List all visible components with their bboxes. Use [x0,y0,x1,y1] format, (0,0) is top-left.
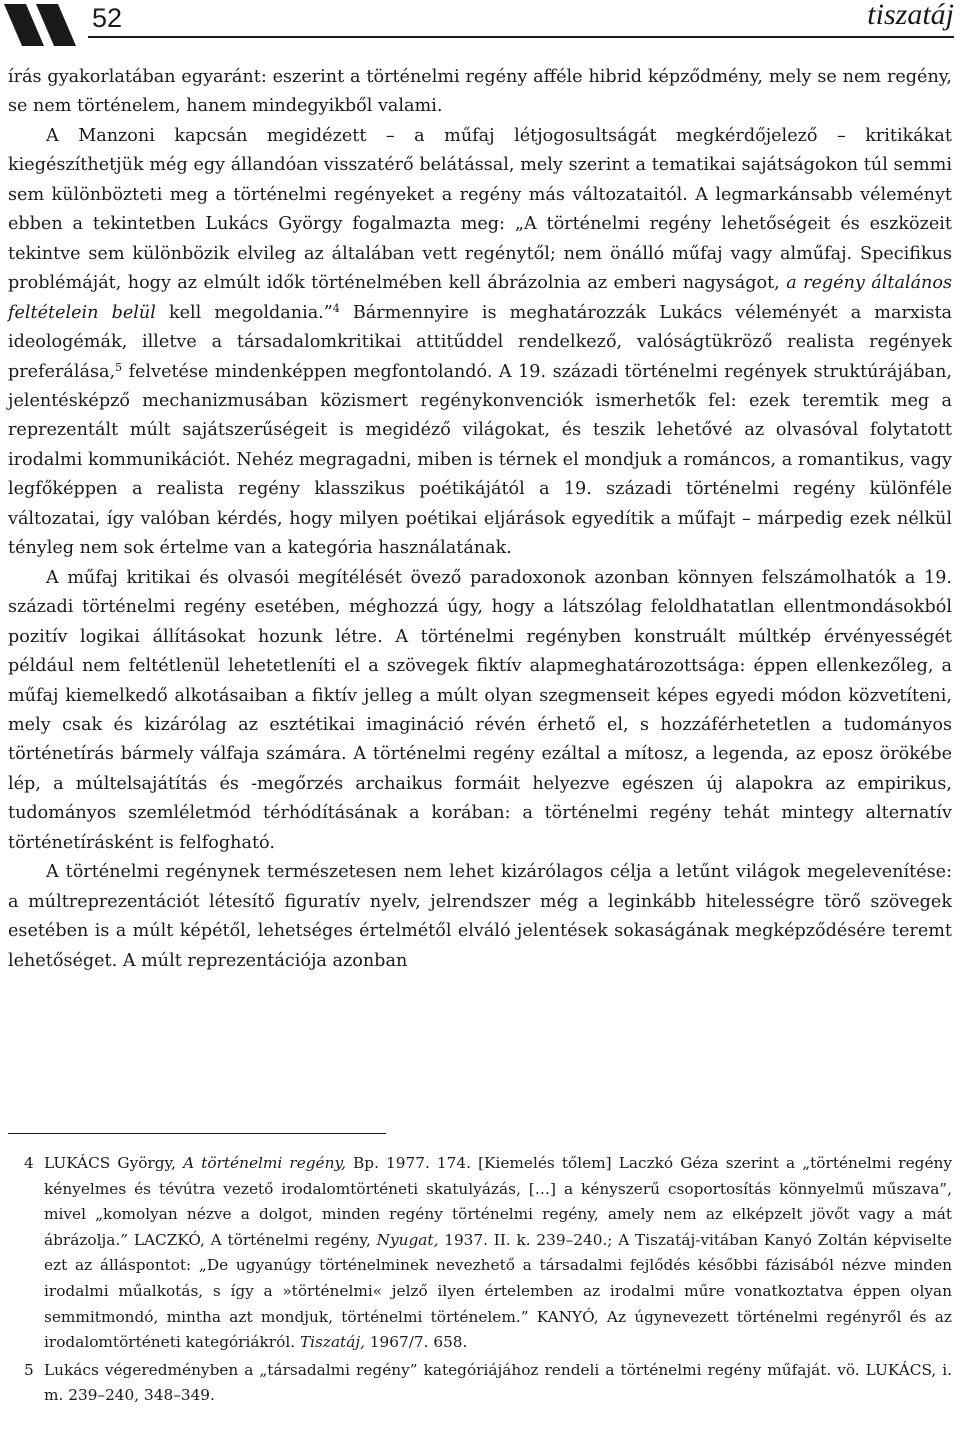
running-title: tiszatáj [867,0,954,31]
footnote-ref-5[interactable]: 5 [115,360,123,374]
footnote-5-text: Lukács végeredményben a „társadalmi regény” kategóriájához rendeli a történelmi regény műfaját. vö. LUKÁCS, i. m. 239–240, 348–349. [44,1360,952,1405]
page-number: 52 [92,3,123,33]
paragraph-2-part-d: felvetése mindenképpen megfontolandó. A 19. századi történelmi regények struktúrájában, jelentésképző mechanizmusában közismert regénykonvenciók ismerhetők fel: ezek teremtik meg a reprezentált múlt sajátszerűségeit is megidéző világokat, és teszik lehetővé az olvasóval folytatott irodalmi kommunikációt. Nehéz megragadni, miben is térnek el mondjuk a románcos, a romantikus, vagy legfőképpen a realista regény klasszikus poétikájától a 19. századi történelmi regény különféle változatai, így valóban kérdés, hogy milyen poétikai eljárások egyedítik a műfajt – márpedig ezek nélkül tényleg nem sok értelme van a kategória használatának. [8,361,952,559]
footnote-4-part-b: Bp. 1977. 174. [Kiemelés tőlem] Laczkó Géza szerint a „történelmi regény kényelmes és tévútra vezető irodalomtörténeti skatulyázás, […] a kényszerű csoportosítás könnyelmű műszava”, mivel „komolyan nézve a dolgot, minden regény történelmi regény, amely nem az elképzelt jövőt vagy a mát ábrázolja.” LACZKÓ, A történelmi regény, [44,1154,953,1249]
footnote-4-part-c: 1937. II. k. 239–240.; A Tiszatáj-vitában Kanyó Zoltán képviselte ezt az álláspontot: „De ugyanúgy történelminek nevezhető a társadalmi fejlődés későbbi fázisából nézve minden irodalmi műalkotás, s így a »történelmi« jelző ilyen értelemben az irodalmi műre vonatkoztatva éppen olyan semmitmondó, mintha azt mondjuk, történelmi történelem.” KANYÓ, Az úgynevezett történelmi regényről és az irodalomtörténeti kategóriákról. [44,1230,952,1352]
header-rule [88,36,954,38]
paragraph-2-part-b: kell megoldania.” [155,302,333,323]
paragraph-2-emphasis: a regény általános feltételein belül [8,273,953,323]
body-text [8,63,952,976]
paragraph-2-part-c: Bármennyire is meghatározzák Lukács véleményét a marxista ideologémák, illetve a társadalomkritikai attitűddel rendelkező, valóságtükröző realista regények preferálása, [8,302,953,382]
paragraph-3: A műfaj kritikai és olvasói megítélését övező paradoxonok azonban könnyen felszámolhatók a 19. századi történelmi regény esetében, méghozzá úgy, hogy a látszólag feloldhatatlan ellentmondásokból pozitív logikai állításokat hozunk létre. A történelmi regényben konstruált múltkép érvényességét például nem feltétlenül lehetetleníti el a szövegek fiktív alapmeghatározottsága: éppen ellenkezőleg, a műfaj kiemelkedő alkotásaiban a fiktív jelleg a múlt olyan szegmenseit képes egyedi módon közvetíteni, mely csak és kizárólag az esztétikai imagináció révén érhető el, s hozzáférhetetlen a tudományos történetírás bármely válfaja számára. A történelmi regény ezáltal a mítosz, a legenda, az eposz örökébe lép, a múltelsajátítás és -megőrzés archaikus formáit helyezve egészen új alapokra az empirikus, tudományos szemléletmód térhódításának a korában: a történelmi regény tehát mintegy alternatív történetírásként is felfogható. [8,567,952,853]
footnote-ref-4[interactable]: 4 [332,301,340,315]
page-header [0,0,960,52]
footnote-4-part-a: LUKÁCS György, [44,1154,184,1172]
footnote-4 [8,1151,952,1356]
paragraph-2 [8,122,952,564]
paragraph-4: A történelmi regénynek természetesen nem lehet kizárólagos célja a letűnt világok megelevenítése: a múltreprezentációt létesítő figuratív nyelv, jelrendszer még a leginkább hitelességre törő szövegek esetében is a múlt képétől, lehetséges értelmétől elváló jelentések sokaságának megképződésére teremt lehetőséget. A múlt reprezentációja azonban [8,862,952,971]
footnote-4-title-3: Tiszatáj, [299,1333,365,1352]
footnote-5 [8,1358,952,1409]
footnote-4-title-2: Nyugat, [376,1230,439,1249]
paragraph-1: írás gyakorlatában egyaránt: eszerint a történelmi regény afféle hibrid képződmény, mely se nem regény, se nem történelem, hanem mindegyikből valami. [8,67,952,117]
footnotes [8,1151,952,1411]
footnote-4-part-d: 1967/7. 658. [364,1333,468,1352]
footnote-4-number: 4 [24,1154,34,1172]
footnote-5-number: 5 [24,1360,34,1379]
paragraph-2-part-a: A Manzoni kapcsán megidézett – a műfaj létjogosultságát megkérdőjelező – kritikákat kiegészíthetjük még egy állandóan visszatérő belátással, mely szerint a tematikai sajátságokon túl semmi sem különbözteti meg a történelmi regényeket a regény más változataitól. A legmarkánsabb véleményt ebben a tekintetben Lukács György fogalmazta meg: „A történelmi regény lehetőségeit és eszközeit tekintve sem különbözik elvileg az általában vett regénytől; nem önálló műfaj vagy alműfaj. Specifikus problémáját, hogy az elmúlt idők történelmében kell ábrázolnia az emberi nagyságot, [8,125,952,294]
tiszataj-logo-icon [4,4,80,46]
footnote-4-title-1: A történelmi regény, [183,1154,346,1172]
footnote-separator [8,1133,386,1134]
